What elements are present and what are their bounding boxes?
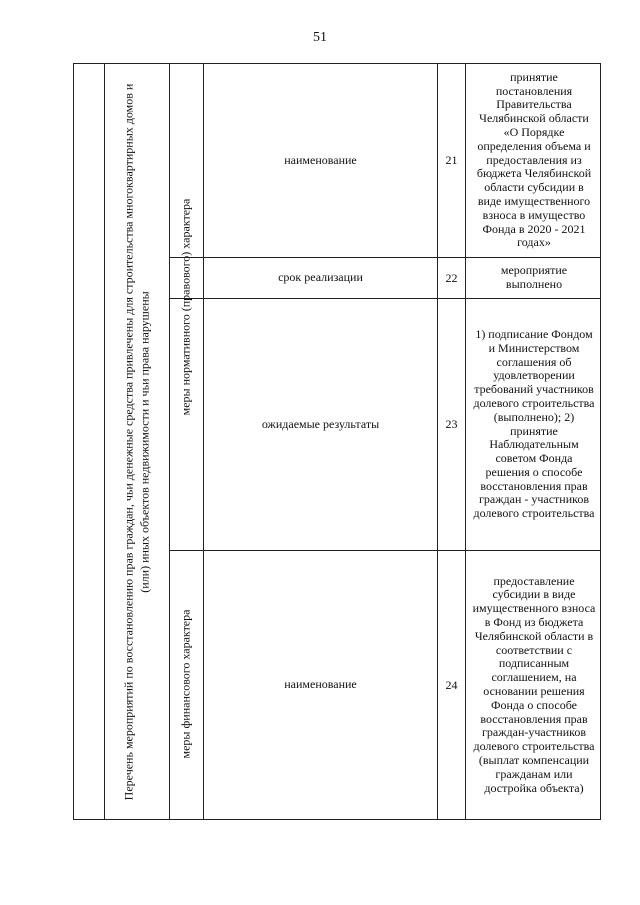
row-value: принятие постановления Правительства Челябинской области «О Порядке определения объема и предоставления из бюджета Челябинской области субсидии в виде имущественного взноса в имущество Фонда в 2020 - 2021 годах» — [476, 69, 592, 250]
measures-table — [73, 63, 601, 820]
row-value: 1) подписание Фондом и Министерством соглашения об удовлетворении требований участников долевого строительства (выполнено); 2) принятие Наблюдательным советом Фонда решения о способе восстановления прав граждан - участников долевого строительства — [473, 326, 595, 521]
row-name: срок реализации — [278, 270, 363, 285]
group-label-normative: меры нормативного (правового) характера — [178, 198, 193, 416]
row-number: 23 — [445, 417, 458, 431]
page-number: 51 — [313, 30, 327, 45]
row-name: наименование — [284, 677, 357, 692]
row-value: предоставление субсидии в виде имущественного взноса в Фонд из бюджета Челябинской области в соответствии с подписанным соглашением, на основании решения Фонда о способе восстановления прав граждан-участников долевого строительства (выплат компенсации гражданам или достройка объекта) — [472, 573, 596, 795]
row-name: ожидаемые результаты — [261, 416, 380, 431]
group-label-financial: меры финансового характера — [178, 609, 193, 759]
row-number: 21 — [445, 153, 458, 167]
row-number: 22 — [445, 270, 458, 285]
left-header: Перечень мероприятий по восстановлению прав граждан, чьи денежные средства привлечены для строительства многоквартирных домов и (или) иных объектов недвижимости и чьи права нарушены — [121, 83, 151, 801]
row-value: мероприятие выполнено — [500, 263, 568, 291]
row-number: 24 — [445, 677, 458, 692]
row-name: наименование — [284, 152, 357, 167]
